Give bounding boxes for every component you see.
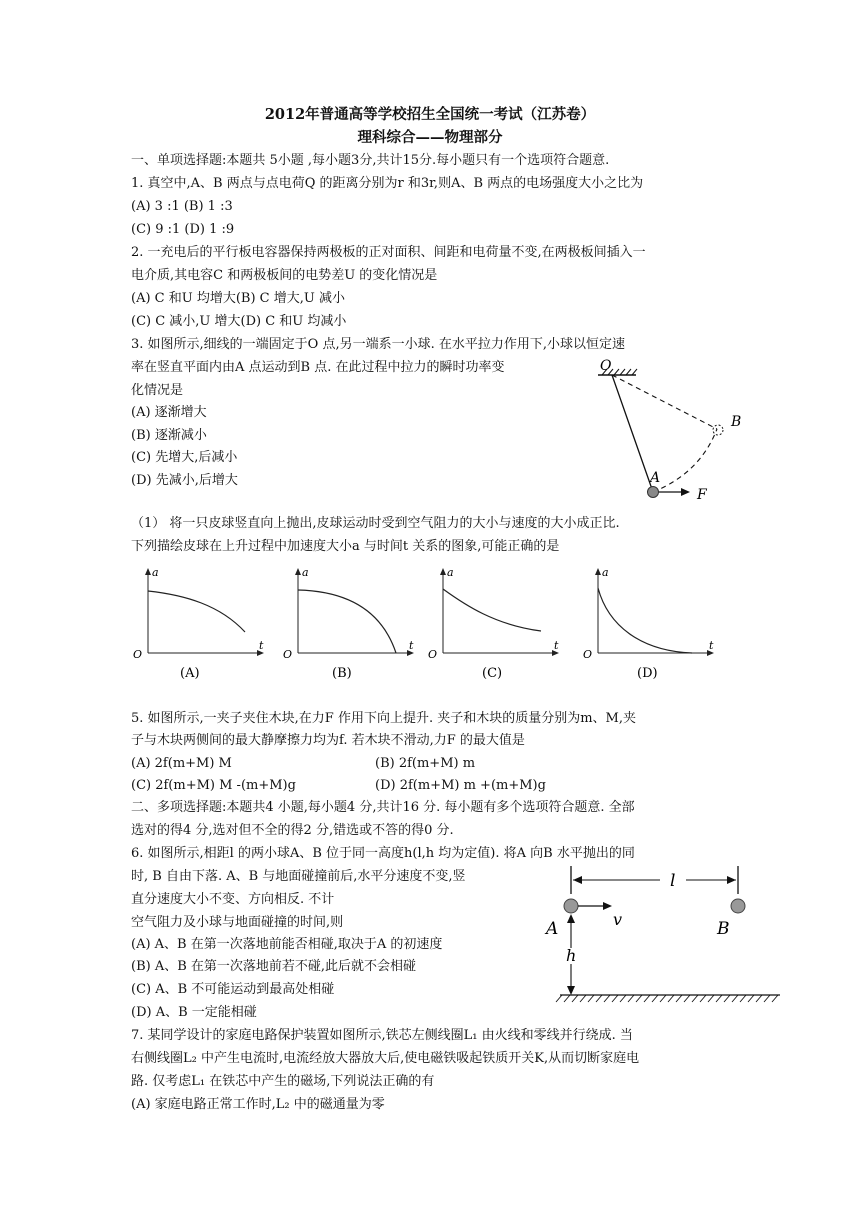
q5-stem-line2: 子与木块两侧间的最大静摩擦力均为f. 若木块不滑动,力F 的最大值是 (131, 733, 525, 748)
q3-stem-line2: 率在竖直平面内由A 点运动到B 点. 在此过程中拉力的瞬时功率变 (131, 360, 505, 375)
page-subtitle: 理科综合——物理部分 (357, 129, 503, 146)
q6-option-d: (D) A、B 一定能相碰 (131, 1005, 257, 1020)
q3-label-o: O (600, 358, 612, 374)
q4b-y-label: a (302, 566, 309, 579)
q5-option-d: (D) 2f(m+M) m +(m+M)g (375, 778, 546, 793)
q1-stem: 1. 真空中,A、B 两点与点电荷Q 的距离分别为r 和3r,则A、B 两点的电场强度大小之比为 (131, 176, 644, 191)
q2-stem-line2: 电介质,其电容C 和两极板间的电势差U 的变化情况是 (131, 268, 438, 283)
section2-heading-line2: 选对的得4 分,选对但不全的得2 分,错选或不答的得0 分. (131, 823, 454, 838)
q2-options-cd: (C) C 减小,U 增大(D) C 和U 均减小 (131, 314, 347, 329)
q4-graph-d (580, 565, 720, 683)
q3-option-c: (C) 先增大,后减小 (131, 450, 238, 465)
q7-stem-line2: 右侧线圈L₂ 中产生电流时,电流经放大器放大后,使电磁铁吸起铁质开关K,从而切断家庭电 (131, 1051, 640, 1066)
q6-label-h: h (566, 946, 577, 965)
q4c-y-label: a (447, 566, 454, 579)
q6-stem-line1: 6. 如图所示,相距l 的两小球A、B 位于同一高度h(l,h 均为定值). 将A 向B 水平抛出的同 (131, 846, 635, 861)
q4d-x-label: t (709, 639, 714, 652)
q3-option-b: (B) 逐渐减小 (131, 428, 207, 443)
q2-stem-line1: 2. 一充电后的平行板电容器保持两极板的正对面积、间距和电荷量不变,在两极板间插入一 (131, 245, 646, 260)
q1-options-ab: (A) 3 :1 (B) 1 :3 (131, 199, 233, 214)
page-title: 2012年普通高等学校招生全国统一考试（江苏卷） (264, 106, 596, 123)
q2-options-ab: (A) C 和U 均增大(B) C 增大,U 减小 (131, 291, 345, 306)
q5-option-c: (C) 2f(m+M) M -(m+M)g (131, 778, 296, 793)
q3-stem-line1: 3. 如图所示,细线的一端固定于O 点,另一端系一小球. 在水平拉力作用下,小球以恒定速 (131, 337, 625, 352)
q4a-x-label: t (259, 639, 264, 652)
q7-stem-line1: 7. 某同学设计的家庭电路保护装置如图所示,铁芯左侧线圈L₁ 由火线和零线并行绕成. 当 (131, 1028, 633, 1043)
q6-stem-line2: 时, B 自由下落. A、B 与地面碰撞前后,水平分速度不变,竖 (131, 869, 466, 884)
q6-label-v: v (613, 910, 623, 929)
q5-option-a: (A) 2f(m+M) M (131, 756, 232, 771)
q4a-origin: O (133, 648, 143, 661)
q6-option-c: (C) A、B 不可能运动到最高处相碰 (131, 982, 335, 997)
q4a-caption: (A) (180, 666, 200, 681)
q4d-origin: O (583, 648, 593, 661)
q7-stem-line3: 路. 仅考虑L₁ 在铁芯中产生的磁场,下列说法正确的有 (131, 1074, 435, 1089)
q4d-y-label: a (602, 566, 609, 579)
q3-label-f: F (697, 487, 707, 503)
q1-options-cd: (C) 9 :1 (D) 1 :9 (131, 222, 235, 237)
q3-label-b: B (731, 414, 742, 430)
q4-graph-b (280, 565, 420, 683)
q6-label-a: A (546, 919, 559, 939)
q6-stem-line4: 空气阻力及小球与地面碰撞的时间,则 (131, 915, 344, 930)
q4-graph-c (425, 565, 565, 683)
q7-option-a: (A) 家庭电路正常工作时,L₂ 中的磁通量为零 (131, 1097, 385, 1112)
q4b-x-label: t (409, 639, 414, 652)
q5-stem-line1: 5. 如图所示,一夹子夹住木块,在力F 作用下向上提升. 夹子和木块的质量分别为m、M,夹 (131, 711, 636, 726)
q4-graph-a (130, 565, 270, 683)
q6-option-a: (A) A、B 在第一次落地前能否相碰,取决于A 的初速度 (131, 937, 443, 952)
q3-option-a: (A) 逐渐增大 (131, 405, 207, 420)
q4c-caption: (C) (482, 666, 503, 681)
q3-pendulum-figure (580, 358, 750, 508)
section2-heading-line1: 二、多项选择题:本题共4 小题,每小题4 分,共计16 分. 每小题有多个选项符合题意. 全部 (131, 800, 635, 815)
q3-stem-line3: 化情况是 (131, 383, 184, 398)
q5-option-b: (B) 2f(m+M) m (375, 756, 476, 771)
section1-heading: 一、单项选择题:本题共 5小题 ,每小题3分,共计15分.每小题只有一个选项符合题意. (131, 153, 610, 168)
q4-stem-line2: 下列描绘皮球在上升过程中加速度大小a 与时间t 关系的图象,可能正确的是 (131, 539, 560, 554)
q3-label-a: A (650, 470, 661, 486)
q4b-origin: O (283, 648, 293, 661)
q4c-origin: O (428, 648, 438, 661)
q6-label-b: B (717, 919, 730, 939)
q3-option-d: (D) 先减小,后增大 (131, 473, 238, 488)
q6-stem-line3: 直分速度大小不变、方向相反. 不计 (131, 892, 335, 907)
q4a-y-label: a (152, 566, 159, 579)
q4c-x-label: t (554, 639, 559, 652)
q6-two-balls-figure (540, 862, 785, 1007)
q4-stem-line1: （1） 将一只皮球竖直向上抛出,皮球运动时受到空气阻力的大小与速度的大小成正比. (131, 516, 620, 531)
q4d-caption: (D) (637, 666, 658, 681)
q6-label-l: l (670, 871, 676, 891)
q6-option-b: (B) A、B 在第一次落地前若不碰,此后就不会相碰 (131, 959, 417, 974)
q4b-caption: (B) (332, 666, 352, 681)
